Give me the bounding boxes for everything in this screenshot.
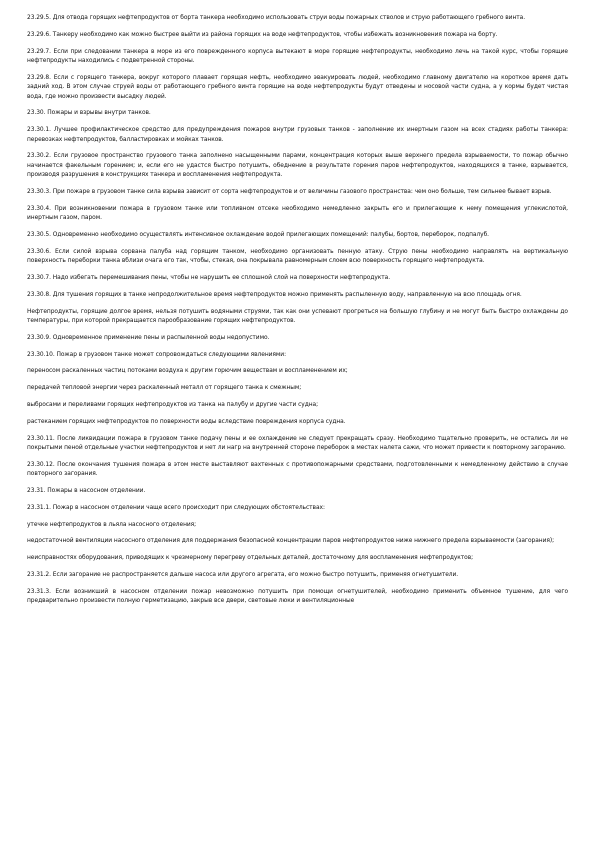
paragraph-23-31-3: 23.31.3. Если возникший в насосном отделении пожар невозможно потушить при помощи огнетушителей, необходимо применить объемное тушение, для чего предварительно произвести полную герметизацию, закрыв все двери, световые люки и вентиляционные bbox=[27, 588, 568, 605]
list-item-overflow: выбросами и переливами горящих нефтепродуктов из танка на палубу и другие части судна; bbox=[27, 402, 319, 408]
paragraph-23-30-3: 23.30.3. При пожаре в грузовом танке сила взрыва зависит от сорта нефтепродуктов и от величины газового пространства: чем оно больше, тем сильнее бывает взрыв. bbox=[27, 189, 552, 196]
list-item-spreading: растеканием горящих нефтепродуктов по поверхности воды вследствие повреждения корпуса судна. bbox=[27, 418, 346, 425]
paragraph-23-30-7: 23.30.7. Надо избегать перемешивания пены, чтобы не нарушить ее сплошной слой на поверхности нефтепродукта. bbox=[27, 275, 391, 282]
paragraph-23-29-5: 23.29.5. Для отвода горящих нефтепродуктов от борта танкера необходимо использовать струи воды пожарных стволов и струю работающего гребного винта. bbox=[27, 15, 526, 21]
paragraph-23-31-2: 23.31.2. Если загорание не распространяется дальше насоса или другого агрегата, его можно быстро потушить, применяя огнетушители. bbox=[27, 571, 459, 578]
list-item-particles: переносом раскаленных частиц потоками воздуха к другим горючим веществам и воспламенением их; bbox=[27, 368, 348, 375]
list-item-ventilation: недостаточной вентиляции насосного отделения для поддержания безопасной концентрации паров нефтепродуктов ниже нижнего предела взрываемости (загорания); bbox=[27, 538, 555, 545]
paragraph-23-30-10: 23.30.10. Пожар в грузовом танке может сопровождаться следующими явлениями: bbox=[27, 351, 287, 358]
document-page bbox=[27, 14, 568, 614]
paragraph-23-30-2: 23.30.2. Если грузовое пространство грузового танка заполнено насыщенными парами, концентрация которых выше верхнего предела взрываемости, то пожар обычно начинается факельным горением; и, если его не удастся быстро потушить, обеднение в результате горения паров нефтепродуктов, находящихся в танке, взрывается, производя разрушения в конструкциях танкера и воспламенения нефтепродукта. bbox=[27, 153, 568, 179]
paragraph-23-31-1: 23.31.1. Пожар в насосном отделении чаще всего происходит при следующих обстоятельствах: bbox=[27, 504, 325, 511]
list-item-heat-transfer: передачей тепловой энергии через раскаленный металл от горящего танка к смежным; bbox=[27, 385, 302, 392]
paragraph-23-30-5: 23.30.5. Одновременно необходимо осуществлять интенсивное охлаждение водой прилегающих помещений: палубы, бортов, переборок, подпалуб. bbox=[27, 232, 490, 239]
paragraph-23-30-6: 23.30.6. Если силой взрыва сорвана палуба над горящим танком, необходимо организовать пенную атаку. Струю пены необходимо направлять на вертикальную поверхность переборки танка вблизи очага его так, чтобы, стекая, она покрывала равномерным слоем всю поверхность горящего нефтепродукта. bbox=[27, 248, 568, 265]
paragraph-23-30-1: 23.30.1. Лучшее профилактическое средство для предупреждения пожаров внутри грузовых танков - заполнение их инертным газом на всех стадиях работы танкера: перевозках нефтепродуктов, балластировках и мойках танков. bbox=[27, 127, 568, 143]
section-heading-23-30: 23.30. Пожары и взрывы внутри танков. bbox=[27, 110, 151, 117]
paragraph-23-29-6: 23.29.6. Танкеру необходимо как можно быстрее выйти из района горящих на воде нефтепродуктов, чтобы избежать возникновения пожара на борту. bbox=[27, 31, 498, 38]
paragraph-oil-products-note: Нефтепродукты, горящие долгое время, нельзя потушить водяными струями, так как они успевают прогреться на большую глубину и не могут быть быстро охлаждены до температуры, при которой прекращается парообразование горящих нефтепродуктов. bbox=[27, 308, 568, 325]
paragraph-23-30-11: 23.30.11. После ликвидации пожара в грузовом танке подачу пены и ее охлаждение не следует прекращать сразу. Необходимо тщательно проверить, не остались ли не покрытыми пеной отдельные участки нефтепродуктов и нет ли нагр на внутренней стороне переборок в местах налета сажи, что может привести к повторному загоранию. bbox=[27, 435, 568, 451]
list-item-leakage: утечке нефтепродуктов в льяла насосного отделения; bbox=[27, 521, 197, 528]
paragraph-23-30-8: 23.30.8. Для тушения горящих в танке непродолжительное время нефтепродуктов можно применять распыленную воду, направленную на всю площадь огня. bbox=[27, 291, 522, 298]
paragraph-23-29-8: 23.29.8. Если с горящего танкера, вокруг которого плавает горящая нефть, необходимо эвакуировать людей, необходимо главному двигателю на короткое время дать задний ход. В этом случае струей воды от работающего гребного винта горящие на воде нефтепродукты будут отведены и носовой части судна, а у кормы будет чистая вода, где можно произвести высадку людей. bbox=[27, 74, 568, 100]
paragraph-23-30-4: 23.30.4. При возникновении пожара в грузовом танке или топливном отсеке необходимо немедленно закрыть его и прилегающие к нему помещения углекислотой, инертным газом, паром. bbox=[27, 205, 568, 222]
paragraph-23-29-7: 23.29.7. Если при следовании танкера в море из его поврежденного корпуса вытекают в море горящие нефтепродукты, необходимо лечь на такой курс, чтобы горящие нефтепродукты находились с подветренной стороны. bbox=[27, 48, 568, 64]
section-heading-23-31: 23.31. Пожары в насосном отделении. bbox=[27, 488, 146, 494]
list-item-equipment: неисправностях оборудования, приводящих к чрезмерному перегреву отдельных деталей, достаточному для воспламенения нефтепродуктов; bbox=[27, 555, 474, 562]
paragraph-23-30-9: 23.30.9. Одновременное применение пены и распыленной воды недопустимо. bbox=[27, 334, 270, 341]
paragraph-23-30-12: 23.30.12. После окончания тушения пожара в этом месте выставляют вахтенных с противопожарными средствами, подготовленными к немедленному действию в случае повторного загорания. bbox=[27, 461, 568, 478]
